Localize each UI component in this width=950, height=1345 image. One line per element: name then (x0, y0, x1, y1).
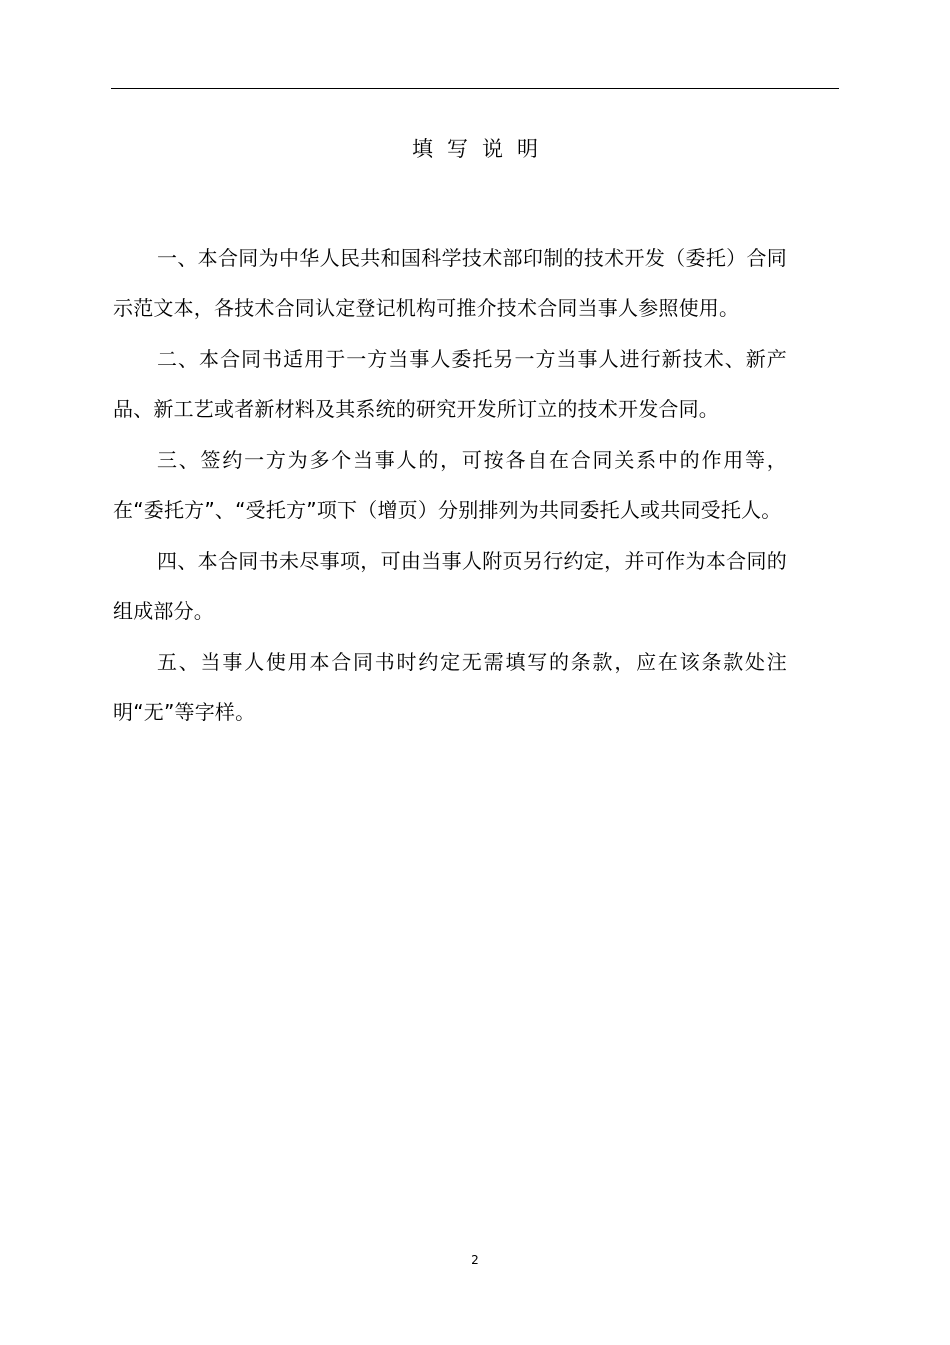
instruction-item-2: 二、本合同书适用于一方当事人委托另一方当事人进行新技术、新产品、新工艺或者新材料及其系统的研究开发所订立的技术开发合同。 (113, 347, 787, 421)
page-title: 填写说明 (412, 137, 552, 161)
header-rule (111, 88, 839, 89)
instruction-list (113, 233, 787, 738)
instruction-item-1: 一、本合同为中华人民共和国科学技术部印制的技术开发（委托）合同示范文本，各技术合同认定登记机构可推介技术合同当事人参照使用。 (113, 246, 787, 320)
instruction-item-4: 四、本合同书未尽事项，可由当事人附页另行约定，并可作为本合同的组成部分。 (113, 549, 787, 623)
instruction-item-3: 三、签约一方为多个当事人的，可按各自在合同关系中的作用等，在“委托方”、“受托方”项下（增页）分别排列为共同委托人或共同受托人。 (113, 448, 787, 522)
page-number: 2 (471, 1253, 479, 1267)
instruction-item-5: 五、当事人使用本合同书时约定无需填写的条款，应在该条款处注明“无”等字样。 (113, 650, 787, 724)
